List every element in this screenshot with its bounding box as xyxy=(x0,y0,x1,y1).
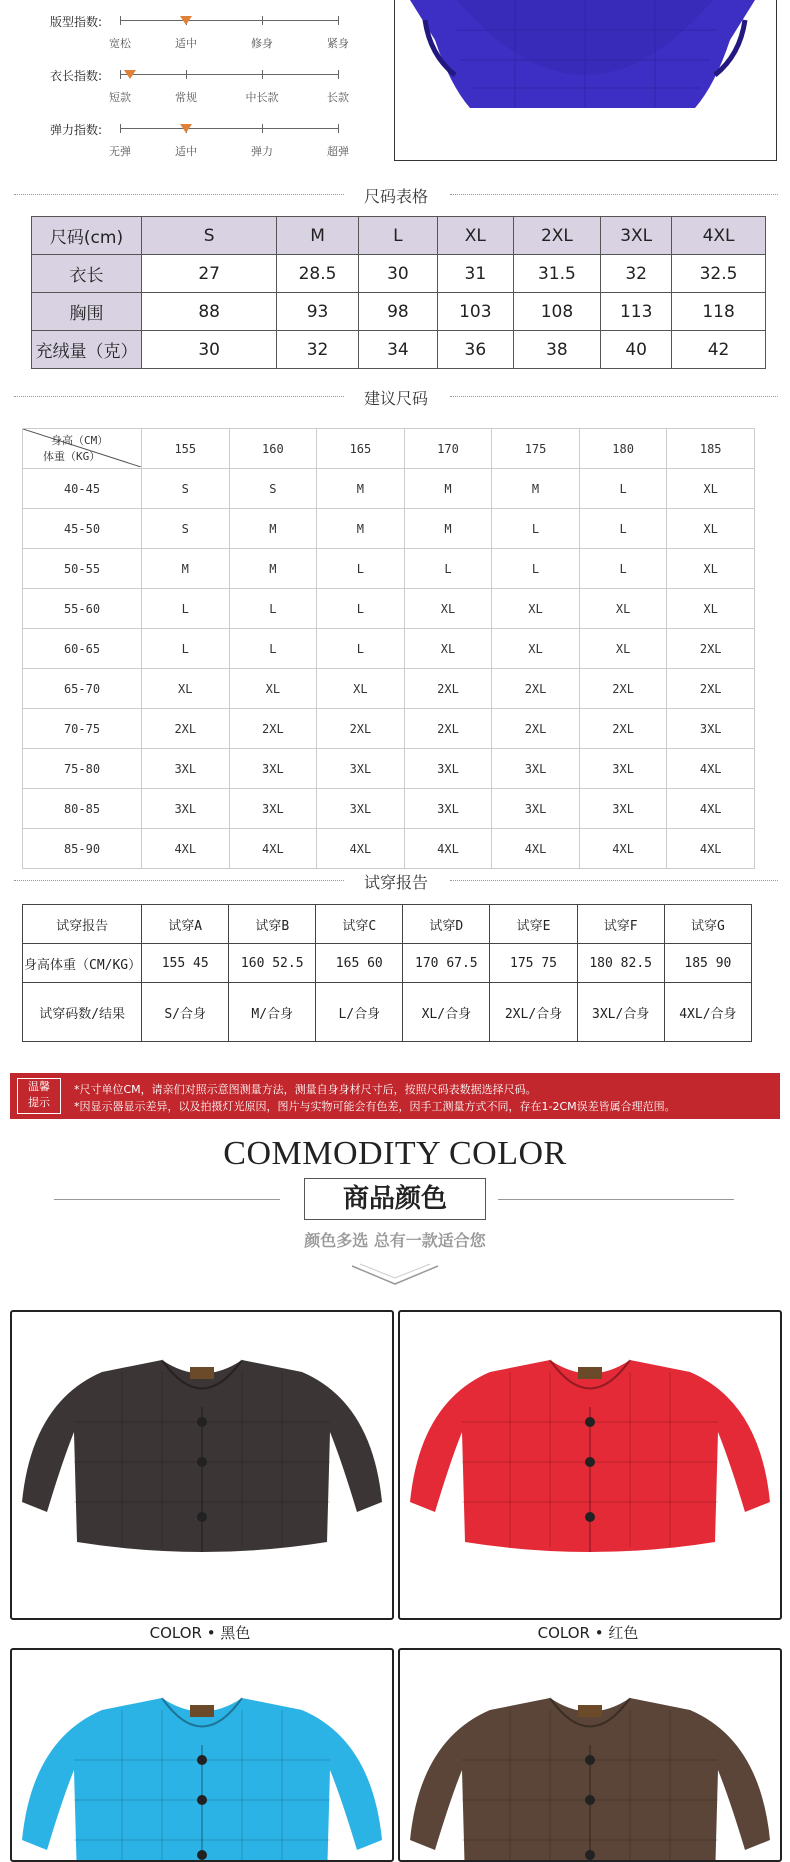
trial-header-cell: 试穿报告 xyxy=(23,905,142,944)
recommend-size-cell: 2XL xyxy=(142,709,230,749)
trial-cell: S/合身 xyxy=(142,983,229,1042)
recommend-size-cell: M xyxy=(317,469,405,509)
recommend-size-cell: L xyxy=(142,629,230,669)
section-title-text: 建议尺码 xyxy=(363,389,428,408)
recommend-size-cell: 3XL xyxy=(317,749,405,789)
index-option: 适中 xyxy=(175,145,197,158)
recommend-height-cell: 155 xyxy=(142,429,230,469)
size-header-cell: 尺码(cm) xyxy=(32,217,142,255)
size-header-cell: 3XL xyxy=(601,217,672,255)
recommend-size-cell: XL xyxy=(579,589,667,629)
trial-cell: 165 60 xyxy=(316,944,403,983)
section-title-recommend xyxy=(14,386,778,406)
size-header-cell: M xyxy=(277,217,358,255)
recommend-size-cell: L xyxy=(317,629,405,669)
size-cell: 28.5 xyxy=(277,255,358,293)
recommend-size-cell: 2XL xyxy=(404,709,492,749)
recommend-size-cell: L xyxy=(142,589,230,629)
size-cell: 103 xyxy=(438,293,514,331)
size-cell: 30 xyxy=(141,331,276,369)
recommend-size-cell: L xyxy=(579,469,667,509)
recommend-size-cell: M xyxy=(229,549,317,589)
index-tick xyxy=(120,16,121,25)
trial-header-cell: 试穿B xyxy=(229,905,316,944)
button-icon xyxy=(197,1755,207,1765)
index-option: 中长款 xyxy=(245,91,279,104)
notice-badge xyxy=(17,1078,61,1114)
size-cell: 31 xyxy=(438,255,514,293)
index-tick xyxy=(338,124,339,133)
button-icon xyxy=(585,1457,595,1467)
size-cell: 34 xyxy=(358,331,437,369)
index-marker-icon xyxy=(180,16,192,25)
size-cell: 93 xyxy=(277,293,358,331)
recommend-height-cell: 160 xyxy=(229,429,317,469)
recommend-size-cell: 3XL xyxy=(404,789,492,829)
button-icon xyxy=(585,1512,595,1522)
recommend-size-cell: M xyxy=(404,509,492,549)
trial-cell: 160 52.5 xyxy=(229,944,316,983)
recommend-size-cell: 2XL xyxy=(492,709,580,749)
size-cell: 40 xyxy=(601,331,672,369)
recommend-corner-cell xyxy=(23,429,142,469)
recommend-height-cell: 165 xyxy=(317,429,405,469)
index-marker-icon xyxy=(124,70,136,79)
size-cell: 42 xyxy=(672,331,766,369)
recommend-size-cell: S xyxy=(142,509,230,549)
button-icon xyxy=(197,1795,207,1805)
recommend-size-cell: L xyxy=(229,589,317,629)
index-marker-icon xyxy=(180,124,192,133)
recommend-size-cell: XL xyxy=(579,629,667,669)
recommend-size-cell: M xyxy=(492,469,580,509)
trial-cell: 3XL/合身 xyxy=(577,983,664,1042)
section-title-text: 尺码表格 xyxy=(363,187,428,206)
divider-left xyxy=(54,1199,280,1200)
trial-cell: 175 75 xyxy=(490,944,577,983)
jacket-illustration-brown xyxy=(400,1650,780,1862)
recommend-size-cell: L xyxy=(317,589,405,629)
trial-cell: 170 67.5 xyxy=(403,944,490,983)
recommend-size-cell: 4XL xyxy=(229,829,317,869)
color-section-title-cn: 商品颜色 xyxy=(304,1178,486,1220)
index-option: 短款 xyxy=(109,91,131,104)
recommend-size-cell: 4XL xyxy=(667,789,755,829)
size-cell: 118 xyxy=(672,293,766,331)
section-title-trial xyxy=(14,870,778,890)
recommend-height-cell: 170 xyxy=(404,429,492,469)
size-cell: 36 xyxy=(438,331,514,369)
index-tick xyxy=(262,70,263,79)
recommend-size-cell: XL xyxy=(229,669,317,709)
recommend-size-cell: 4XL xyxy=(667,829,755,869)
recommend-size-cell: 3XL xyxy=(142,749,230,789)
color-section-subtitle: 颜色多选 总有一款适合您 xyxy=(304,1231,486,1250)
button-icon xyxy=(197,1850,207,1860)
recommend-size-cell: XL xyxy=(404,629,492,669)
trial-cell: 155 45 xyxy=(142,944,229,983)
size-row-label: 胸围 xyxy=(32,293,142,331)
index-option: 长款 xyxy=(327,91,349,104)
label-tag xyxy=(190,1367,214,1379)
index-tick xyxy=(120,70,121,79)
index-label: 弹力指数: xyxy=(50,123,103,137)
recommend-height-cell: 180 xyxy=(579,429,667,469)
recommend-weight-cell: 40-45 xyxy=(23,469,142,509)
size-cell: 27 xyxy=(141,255,276,293)
index-option: 修身 xyxy=(251,37,273,50)
product-caption-red: COLOR • 红色 xyxy=(537,1624,639,1642)
recommend-size-cell: 3XL xyxy=(492,789,580,829)
notice-line-1: *尺寸单位CM，请亲们对照示意图测量方法，测量自身身材尺寸后，按照尺码表数据选择尺码。 xyxy=(74,1083,537,1096)
recommend-height-cell: 185 xyxy=(667,429,755,469)
product-photo-brown[interactable] xyxy=(398,1648,782,1862)
index-tick xyxy=(338,70,339,79)
recommend-size-cell: 2XL xyxy=(579,709,667,749)
recommend-weight-cell: 65-70 xyxy=(23,669,142,709)
recommend-size-cell: 2XL xyxy=(317,709,405,749)
trial-cell: L/合身 xyxy=(316,983,403,1042)
recommend-size-cell: L xyxy=(317,549,405,589)
trial-row-label: 身高体重（CM/KG） xyxy=(23,944,142,983)
recommend-table xyxy=(22,428,755,869)
product-image-purple xyxy=(394,0,777,161)
recommend-weight-cell: 55-60 xyxy=(23,589,142,629)
recommend-size-cell: 3XL xyxy=(667,709,755,749)
section-title-size-chart xyxy=(14,184,778,204)
corner-height-label: 身高（CM） xyxy=(51,434,109,447)
recommend-size-cell: 2XL xyxy=(229,709,317,749)
size-header-cell: S xyxy=(141,217,276,255)
divider-right xyxy=(498,1199,734,1200)
label-tag xyxy=(578,1367,602,1379)
index-tick xyxy=(120,124,121,133)
index-label: 版型指数: xyxy=(50,15,103,29)
button-icon xyxy=(197,1417,207,1427)
index-tick xyxy=(262,16,263,25)
trial-cell: 4XL/合身 xyxy=(664,983,751,1042)
trial-cell: M/合身 xyxy=(229,983,316,1042)
recommend-size-cell: M xyxy=(229,509,317,549)
trial-header-cell: 试穿A xyxy=(142,905,229,944)
recommend-size-cell: 3XL xyxy=(404,749,492,789)
corner-weight-label: 体重（KG） xyxy=(43,450,101,463)
trial-header-cell: 试穿E xyxy=(490,905,577,944)
trial-header-cell: 试穿C xyxy=(316,905,403,944)
recommend-weight-cell: 60-65 xyxy=(23,629,142,669)
index-scale-line xyxy=(120,74,338,75)
size-cell: 98 xyxy=(358,293,437,331)
recommend-weight-cell: 80-85 xyxy=(23,789,142,829)
notice-line-2: *因显示器显示差异，以及拍摄灯光原因，图片与实物可能会有色差，因手工测量方式不同，存在1-2CM误差皆属合理范围。 xyxy=(74,1100,676,1113)
recommend-size-cell: 4XL xyxy=(142,829,230,869)
index-label: 衣长指数: xyxy=(50,69,103,83)
recommend-size-cell: S xyxy=(142,469,230,509)
size-cell: 30 xyxy=(358,255,437,293)
trial-header-cell: 试穿F xyxy=(577,905,664,944)
recommend-size-cell: L xyxy=(404,549,492,589)
recommend-weight-cell: 85-90 xyxy=(23,829,142,869)
recommend-size-cell: XL xyxy=(667,469,755,509)
index-option: 无弹 xyxy=(109,145,131,158)
notice-badge-line2: 提示 xyxy=(28,1096,50,1109)
recommend-size-cell: 2XL xyxy=(404,669,492,709)
recommend-size-cell: XL xyxy=(667,509,755,549)
index-option: 超弹 xyxy=(327,145,349,158)
button-icon xyxy=(197,1512,207,1522)
product-photo-black[interactable] xyxy=(10,1310,394,1620)
recommend-size-cell: S xyxy=(229,469,317,509)
recommend-size-cell: XL xyxy=(667,589,755,629)
trial-cell: 180 82.5 xyxy=(577,944,664,983)
button-icon xyxy=(585,1755,595,1765)
trial-cell: 2XL/合身 xyxy=(490,983,577,1042)
button-icon xyxy=(585,1850,595,1860)
recommend-size-cell: 3XL xyxy=(317,789,405,829)
recommend-size-cell: 4XL xyxy=(579,829,667,869)
product-photo-blue[interactable] xyxy=(10,1648,394,1862)
size-cell: 32 xyxy=(277,331,358,369)
recommend-size-cell: M xyxy=(142,549,230,589)
trial-header-cell: 试穿D xyxy=(403,905,490,944)
recommend-size-cell: 3XL xyxy=(492,749,580,789)
recommend-size-cell: XL xyxy=(492,629,580,669)
size-cell: 32 xyxy=(601,255,672,293)
recommend-size-cell: XL xyxy=(667,549,755,589)
recommend-size-cell: 2XL xyxy=(492,669,580,709)
notice-banner xyxy=(10,1073,780,1119)
index-option: 常规 xyxy=(175,91,197,104)
recommend-size-cell: 3XL xyxy=(142,789,230,829)
index-scale-line xyxy=(120,20,338,21)
recommend-size-cell: XL xyxy=(317,669,405,709)
recommend-size-cell: 3XL xyxy=(579,749,667,789)
recommend-size-cell: M xyxy=(317,509,405,549)
index-tick xyxy=(262,124,263,133)
recommend-size-cell: 2XL xyxy=(579,669,667,709)
recommend-size-cell: L xyxy=(492,549,580,589)
size-row-label: 衣长 xyxy=(32,255,142,293)
chevron-down-icon xyxy=(350,1262,440,1290)
recommend-size-cell: L xyxy=(579,509,667,549)
recommend-size-cell: 3XL xyxy=(229,789,317,829)
recommend-size-cell: L xyxy=(579,549,667,589)
size-cell: 108 xyxy=(513,293,601,331)
size-cell: 88 xyxy=(141,293,276,331)
button-icon xyxy=(585,1795,595,1805)
index-option: 宽松 xyxy=(109,37,131,50)
jacket-illustration-black xyxy=(12,1312,392,1618)
purple-vest-illustration xyxy=(395,0,776,160)
recommend-size-cell: L xyxy=(229,629,317,669)
trial-cell: 185 90 xyxy=(664,944,751,983)
product-photo-red[interactable] xyxy=(398,1310,782,1620)
product-caption-black: COLOR • 黑色 xyxy=(149,1624,251,1642)
label-tag xyxy=(578,1705,602,1717)
size-row-label: 充绒量（克） xyxy=(32,331,142,369)
recommend-weight-cell: 50-55 xyxy=(23,549,142,589)
index-tick xyxy=(338,16,339,25)
recommend-weight-cell: 70-75 xyxy=(23,709,142,749)
recommend-size-cell: 3XL xyxy=(579,789,667,829)
size-cell: 38 xyxy=(513,331,601,369)
recommend-size-cell: XL xyxy=(492,589,580,629)
jacket-illustration-red xyxy=(400,1312,780,1618)
button-icon xyxy=(585,1417,595,1427)
recommend-size-cell: 4XL xyxy=(667,749,755,789)
trial-header-cell: 试穿G xyxy=(664,905,751,944)
recommend-height-cell: 175 xyxy=(492,429,580,469)
trial-row-label: 试穿码数/结果 xyxy=(23,983,142,1042)
index-option: 弹力 xyxy=(251,145,273,158)
trial-table xyxy=(22,904,752,1042)
size-header-cell: XL xyxy=(438,217,514,255)
button-icon xyxy=(197,1457,207,1467)
recommend-size-cell: M xyxy=(404,469,492,509)
notice-badge-line1: 温馨 xyxy=(28,1080,50,1093)
size-header-cell: 2XL xyxy=(513,217,601,255)
size-header-cell: 4XL xyxy=(672,217,766,255)
color-section-title-en: COMMODITY COLOR xyxy=(223,1135,567,1172)
size-table xyxy=(31,216,766,369)
recommend-size-cell: XL xyxy=(404,589,492,629)
size-header-cell: L xyxy=(358,217,437,255)
jacket-illustration-blue xyxy=(12,1650,392,1862)
size-cell: 113 xyxy=(601,293,672,331)
index-option: 适中 xyxy=(175,37,197,50)
recommend-size-cell: XL xyxy=(142,669,230,709)
recommend-weight-cell: 45-50 xyxy=(23,509,142,549)
recommend-size-cell: 4XL xyxy=(404,829,492,869)
recommend-size-cell: 4XL xyxy=(317,829,405,869)
size-cell: 31.5 xyxy=(513,255,601,293)
index-option: 紧身 xyxy=(327,37,349,50)
index-tick xyxy=(186,70,187,79)
section-title-text: 试穿报告 xyxy=(363,873,428,892)
recommend-size-cell: 2XL xyxy=(667,669,755,709)
recommend-size-cell: 4XL xyxy=(492,829,580,869)
trial-cell: XL/合身 xyxy=(403,983,490,1042)
label-tag xyxy=(190,1705,214,1717)
recommend-weight-cell: 75-80 xyxy=(23,749,142,789)
recommend-size-cell: L xyxy=(492,509,580,549)
index-scale-line xyxy=(120,128,338,129)
size-cell: 32.5 xyxy=(672,255,766,293)
recommend-size-cell: 2XL xyxy=(667,629,755,669)
recommend-size-cell: 3XL xyxy=(229,749,317,789)
